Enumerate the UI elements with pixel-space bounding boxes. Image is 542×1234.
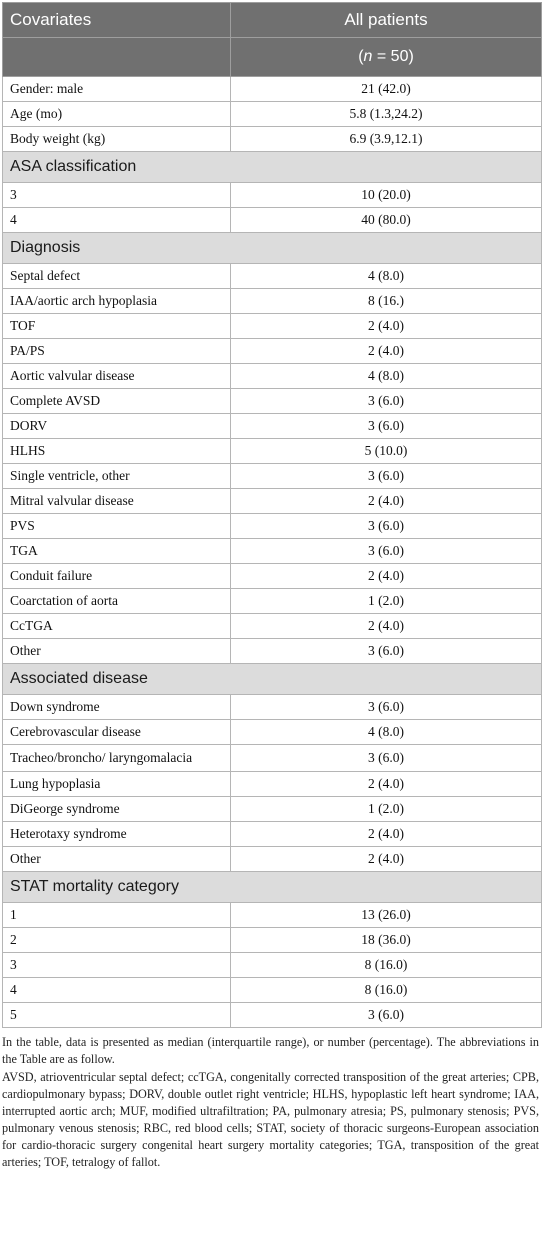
row-label: Down syndrome [3,695,231,720]
row-label: Conduit failure [3,564,231,589]
table-row [3,978,542,1003]
header-all-patients: All patients [231,3,542,38]
table-container [2,2,541,1172]
row-value: 2 (4.0) [231,772,542,797]
n-prefix: ( [358,48,364,65]
row-value: 3 (6.0) [231,539,542,564]
row-label: Mitral valvular disease [3,489,231,514]
row-label: Other [3,639,231,664]
section-header-diagnosis [3,233,542,264]
row-value: 3 (6.0) [231,389,542,414]
row-label: 4 [3,978,231,1003]
table-row [3,1003,542,1028]
table-row [3,414,542,439]
section-title: Associated disease [3,664,542,695]
row-label: TOF [3,314,231,339]
table-row [3,822,542,847]
table-row [3,489,542,514]
table-row [3,695,542,720]
header-covariates: Covariates [3,3,231,38]
row-label: 5 [3,1003,231,1028]
table-row [3,639,542,664]
table-row [3,289,542,314]
table-row [3,389,542,414]
row-label: Coarctation of aorta [3,589,231,614]
row-value: 2 (4.0) [231,614,542,639]
row-label: IAA/aortic arch hypoplasia [3,289,231,314]
row-label: PVS [3,514,231,539]
table-row [3,339,542,364]
header-n-count [231,38,542,77]
section-title: Diagnosis [3,233,542,264]
row-label: HLHS [3,439,231,464]
row-label: Body weight (kg) [3,127,231,152]
table-row [3,539,542,564]
row-value: 5.8 (1.3,24.2) [231,102,542,127]
row-label: 1 [3,903,231,928]
row-value: 2 (4.0) [231,314,542,339]
row-value: 3 (6.0) [231,414,542,439]
row-label: Age (mo) [3,102,231,127]
table-row [3,102,542,127]
table-row [3,720,542,745]
section-title: STAT mortality category [3,872,542,903]
row-label: CcTGA [3,614,231,639]
table-row [3,564,542,589]
table-row [3,772,542,797]
row-label: DiGeorge syndrome [3,797,231,822]
row-label: Heterotaxy syndrome [3,822,231,847]
row-label: Lung hypoplasia [3,772,231,797]
row-value: 1 (2.0) [231,797,542,822]
row-value: 3 (6.0) [231,745,542,772]
row-value: 18 (36.0) [231,928,542,953]
table-row [3,183,542,208]
row-value: 2 (4.0) [231,847,542,872]
section-header-asa [3,152,542,183]
table-row [3,364,542,389]
row-value: 4 (8.0) [231,364,542,389]
row-label: PA/PS [3,339,231,364]
row-value: 4 (8.0) [231,720,542,745]
table-row [3,928,542,953]
n-suffix: = 50) [372,48,414,65]
table-row [3,514,542,539]
n-italic: n [363,48,373,65]
table-row [3,264,542,289]
table-row [3,953,542,978]
table-row [3,464,542,489]
row-label: 4 [3,208,231,233]
table-row [3,614,542,639]
row-label: Cerebrovascular disease [3,720,231,745]
table-row [3,797,542,822]
row-value: 13 (26.0) [231,903,542,928]
table-row [3,208,542,233]
row-value: 2 (4.0) [231,564,542,589]
row-value: 10 (20.0) [231,183,542,208]
row-label: DORV [3,414,231,439]
table-row [3,439,542,464]
row-value: 2 (4.0) [231,489,542,514]
row-value: 3 (6.0) [231,514,542,539]
table-row [3,847,542,872]
footnote-abbreviations: AVSD, atrioventricular septal defect; ccTGA, congenitally corrected transposition of the great arteries; CPB, cardiopulmonary bypass; DORV, double outlet right ventricle; HLHS, hypoplastic left heart syndrome; IAA, interrupted aortic arch; MUF, modified ultrafiltration; PA, pulmonary atresia; PS, pulmonary stenosis; PVS, pulmonary venous stenosis; RBC, red blood cells; STAT, society of thoracic surgeons-European association for cardio-thoracic surgery congenital heart surgery mortality categories; TGA, transposition of the great arteries; TOF, tetralogy of fallot. [2,1070,539,1169]
table-row [3,127,542,152]
row-label: 3 [3,953,231,978]
row-value: 1 (2.0) [231,589,542,614]
row-value: 5 (10.0) [231,439,542,464]
row-value: 3 (6.0) [231,695,542,720]
table-footnotes [2,1034,541,1171]
row-label: Single ventricle, other [3,464,231,489]
row-value: 3 (6.0) [231,464,542,489]
footnote-line-1: In the table, data is presented as median (interquartile range), or number (percentage). The abbreviations in the Table are as follow. [2,1035,539,1066]
covariates-table [2,2,542,1028]
row-label: Complete AVSD [3,389,231,414]
row-value: 3 (6.0) [231,1003,542,1028]
table-row [3,314,542,339]
table-row [3,589,542,614]
section-header-stat [3,872,542,903]
row-value: 2 (4.0) [231,339,542,364]
row-label: 3 [3,183,231,208]
header-row-n [3,38,542,77]
section-header-associated [3,664,542,695]
row-label: Septal defect [3,264,231,289]
row-label: TGA [3,539,231,564]
header-blank-cell [3,38,231,77]
section-title: ASA classification [3,152,542,183]
row-value: 4 (8.0) [231,264,542,289]
header-row [3,3,542,38]
row-label: Gender: male [3,77,231,102]
table-row [3,77,542,102]
row-value: 8 (16.) [231,289,542,314]
row-value: 3 (6.0) [231,639,542,664]
table-row [3,745,542,772]
table-row [3,903,542,928]
row-label: 2 [3,928,231,953]
row-value: 8 (16.0) [231,953,542,978]
row-label: Tracheo/broncho/ laryngomalacia [3,745,231,772]
row-value: 40 (80.0) [231,208,542,233]
row-label: Other [3,847,231,872]
row-value: 2 (4.0) [231,822,542,847]
row-label: Aortic valvular disease [3,364,231,389]
row-value: 8 (16.0) [231,978,542,1003]
row-value: 21 (42.0) [231,77,542,102]
row-value: 6.9 (3.9,12.1) [231,127,542,152]
